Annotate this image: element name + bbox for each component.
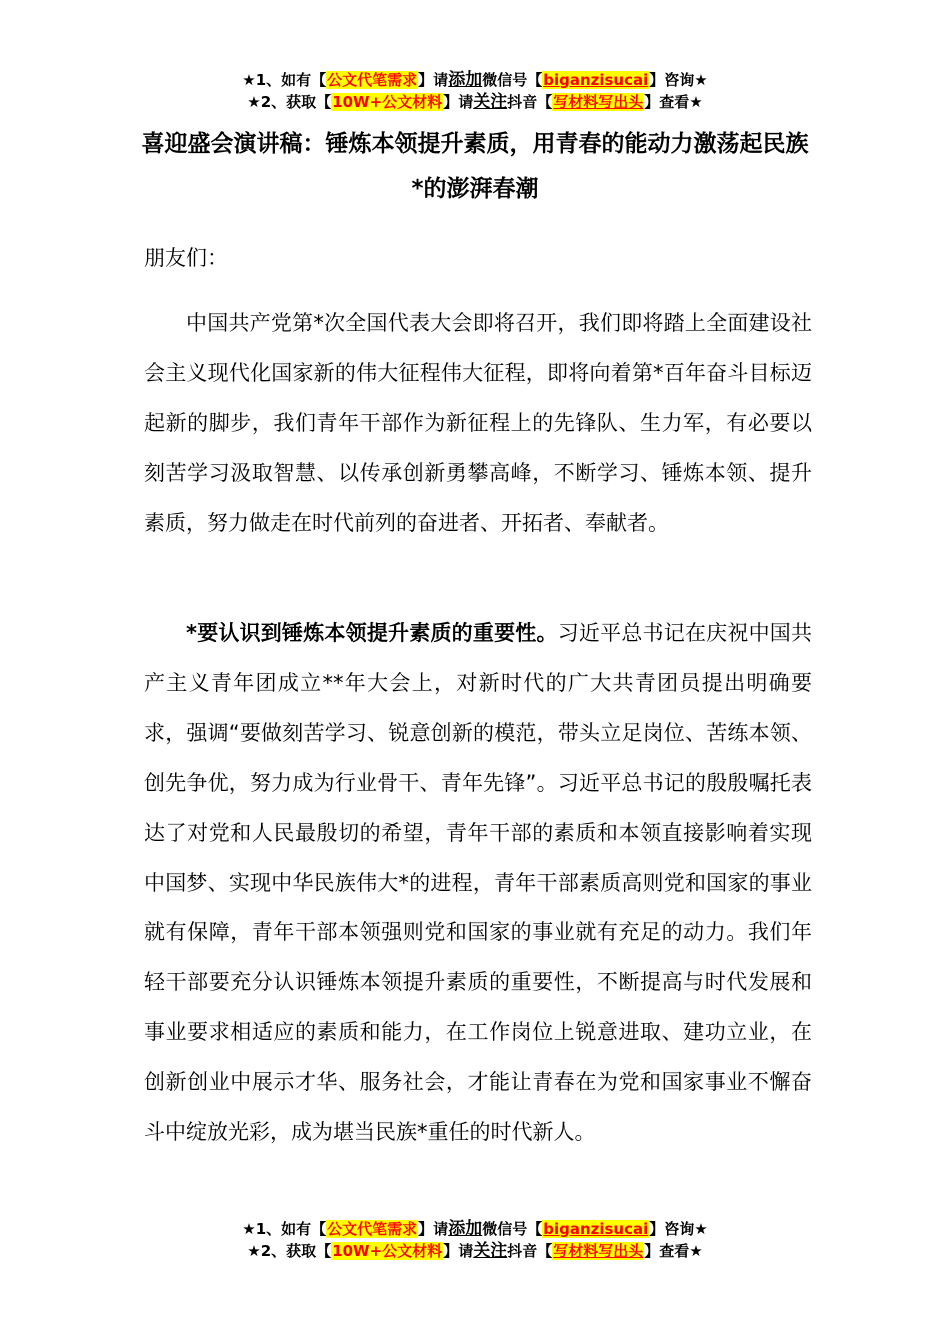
banner-line-2: ★2、获取【10W+公文材料】请关注抖音【写材料写出头】查看★ bbox=[247, 92, 703, 112]
highlight-service: 公文代笔需求 bbox=[327, 71, 418, 89]
document-title: 喜迎盛会演讲稿：锤炼本领提升素质，用青春的能动力激荡起民族*的澎湃春潮 bbox=[141, 131, 809, 202]
paragraph-heading: *要认识到锤炼本领提升素质的重要性。 bbox=[186, 621, 558, 645]
paragraph-importance bbox=[144, 609, 812, 1158]
highlight-wechat-id: biganzisucai bbox=[543, 71, 649, 89]
banner-line-1: ★1、如有【公文代笔需求】请添加微信号【biganzisucai】咨询★ bbox=[242, 70, 708, 90]
footer-banner bbox=[0, 1218, 950, 1262]
highlight-materials: 10W+公文材料 bbox=[332, 1242, 443, 1260]
highlight-wechat-id: biganzisucai bbox=[543, 1220, 649, 1238]
underline-follow: 关注 bbox=[473, 92, 508, 112]
highlight-douyin-id: 写材料写出头 bbox=[553, 1242, 644, 1260]
underline-add: 添加 bbox=[448, 70, 483, 90]
header-banner bbox=[0, 69, 950, 113]
paragraph-intro: 中国共产党第*次全国代表大会即将召开，我们即将踏上全面建设社会主义现代化国家新的伟大征程伟大征程，即将向着第*百年奋斗目标迈起新的脚步，我们青年干部作为新征程上的先锋队、生力军，有必要以刻苦学习汲取智慧、以传承创新勇攀高峰，不断学习、锤炼本领、提升素质，努力做走在时代前列的奋进者、开拓者、奉献者。 bbox=[144, 311, 812, 535]
greeting: 朋友们： bbox=[144, 246, 228, 270]
banner-line-1: ★1、如有【公文代笔需求】请添加微信号【biganzisucai】咨询★ bbox=[242, 1219, 708, 1239]
highlight-materials: 10W+公文材料 bbox=[332, 93, 443, 111]
paragraph-body: 习近平总书记在庆祝中国共产主义青年团成立**年大会上，对新时代的广大共青团员提出明确要求，强调“要做刻苦学习、锐意创新的模范，带头立足岗位、苦练本领、创先争优，努力成为行业骨干、青年先锋”。习近平总书记的殷殷嘱托表达了对党和人民最殷切的希望，青年干部的素质和本领直接影响着实现中国梦、实现中华民族伟大*的进程，青年干部素质高则党和国家的事业就有保障，青年干部本领强则党和国家的事业就有充足的动力。我们年轻干部要充分认识锤炼本领提升素质的重要性，不断提高与时代发展和事业要求相适应的素质和能力，在工作岗位上锐意进取、建功立业，在创新创业中展示才华、服务社会，才能让青春在为党和国家事业不懈奋斗中绽放光彩，成为堪当民族*重任的时代新人。 bbox=[144, 621, 812, 1145]
banner-line-2: ★2、获取【10W+公文材料】请关注抖音【写材料写出头】查看★ bbox=[247, 1241, 703, 1261]
highlight-douyin-id: 写材料写出头 bbox=[553, 93, 644, 111]
highlight-service: 公文代笔需求 bbox=[327, 1220, 418, 1238]
underline-add: 添加 bbox=[448, 1219, 483, 1239]
underline-follow: 关注 bbox=[473, 1241, 508, 1261]
